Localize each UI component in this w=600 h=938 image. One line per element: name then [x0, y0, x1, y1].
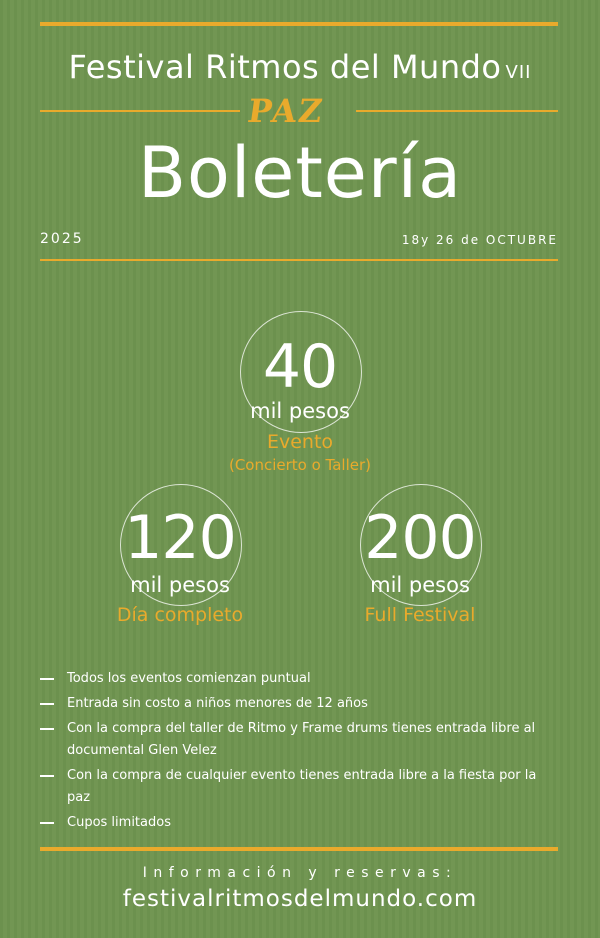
dash-icon [40, 728, 54, 730]
list-item [40, 812, 560, 834]
dash-icon [40, 775, 54, 777]
website-link[interactable]: festivalritmosdelmundo.com [122, 886, 478, 912]
footer-divider [40, 847, 558, 851]
note-text: Con la compra del taller de Ritmo y Frame drums tienes entrada libre al documental Glen Velez [67, 721, 536, 758]
note-text: Todos los eventos comienzan puntual [67, 671, 311, 686]
header-divider [40, 259, 558, 261]
paz-logo: PAZ [245, 92, 327, 130]
price-amount-full: 200 [364, 503, 476, 573]
festival-year: 2025 [40, 231, 84, 247]
page-heading: Boletería [138, 132, 462, 214]
price-amount-event: 40 [262, 332, 338, 402]
paz-left-line [40, 110, 240, 112]
list-item [40, 718, 560, 762]
note-text: Con la compra de cualquier evento tienes entrada libre a la fiesta por la paz [67, 768, 537, 805]
info-label: Información y reservas: [142, 865, 458, 881]
price-label-day: Día completo [116, 604, 244, 626]
edition-number: VII [505, 62, 532, 83]
price-label-event: Evento [266, 431, 334, 453]
festival-dates: 18y 26 de OCTUBRE [401, 233, 558, 247]
dash-icon [40, 703, 54, 705]
dash-icon [40, 822, 54, 824]
list-item [40, 765, 560, 809]
price-sublabel-event: (Concierto o Taller) [228, 456, 372, 474]
note-text: Cupos limitados [67, 815, 171, 830]
top-divider [40, 22, 558, 26]
list-item [40, 668, 560, 690]
price-label-full: Full Festival [364, 604, 476, 626]
festival-title [0, 48, 600, 86]
conditions-list [40, 668, 560, 837]
price-unit-day: mil pesos [130, 573, 230, 597]
paz-right-line [356, 110, 558, 112]
note-text: Entrada sin costo a niños menores de 12 años [67, 696, 368, 711]
price-amount-day: 120 [124, 503, 236, 573]
price-unit-event: mil pesos [250, 399, 350, 423]
dash-icon [40, 678, 54, 680]
price-unit-full: mil pesos [370, 573, 470, 597]
festival-name: Festival Ritmos del Mundo [68, 48, 502, 86]
list-item [40, 693, 560, 715]
